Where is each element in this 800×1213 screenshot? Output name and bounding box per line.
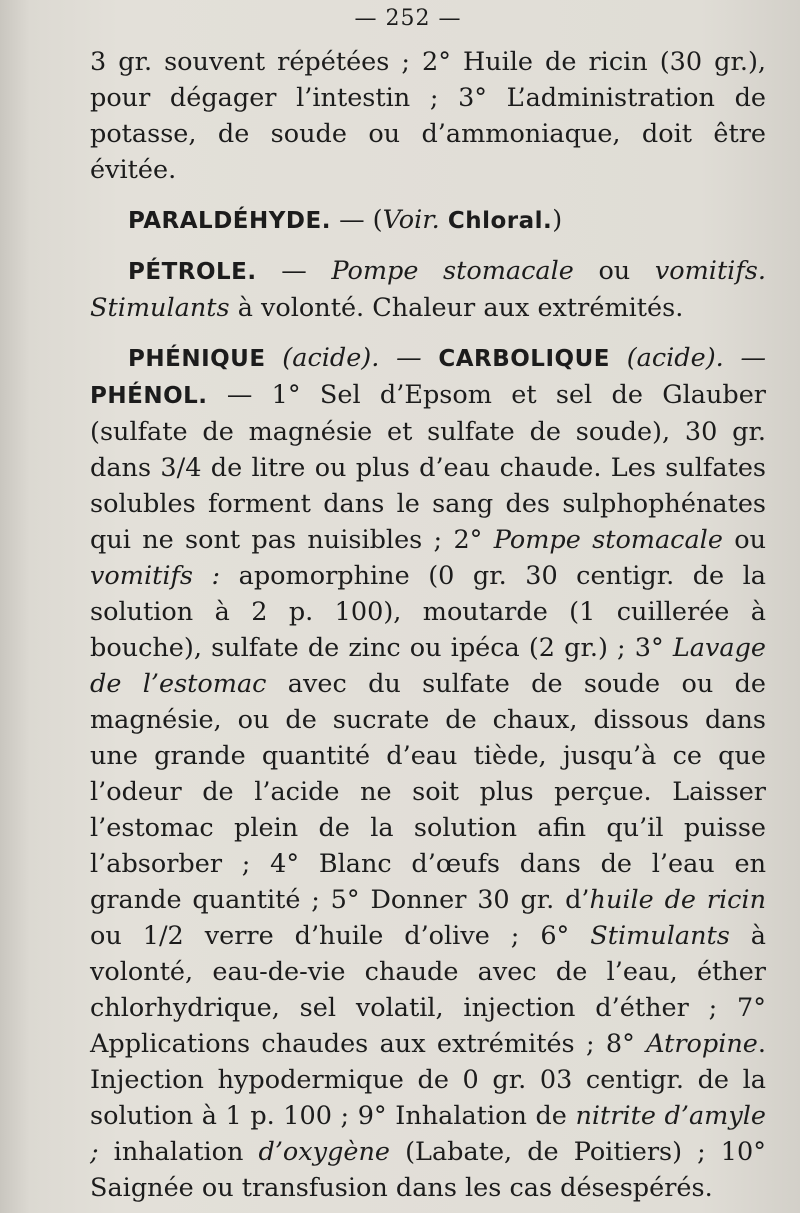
entry-heading: CARBOLIQUE — [438, 346, 610, 372]
page-body — [90, 44, 766, 1206]
entry-petrole: PÉTROLE. — Pompe stomacale ou vomitifs. Stimulants à volonté. Chaleur aux extrémités. — [90, 256, 766, 323]
entry-heading: PARALDÉHYDE. — [128, 208, 331, 234]
entry-heading: PHÉNIQUE — [128, 346, 266, 372]
entry-heading: PÉTROLE. — [128, 259, 257, 285]
entry-heading: PHÉNOL. — [90, 383, 208, 409]
entry-phenique: PHÉNIQUE (acide). — CARBOLIQUE (acide). — PHÉNOL. — 1° Sel d’Epsom et sel de Glauber (sulfate de magnésie et sulfate de soude), 30 gr. dans 3/4 de litre ou plus d’eau chaude. Les sulfates solubles forment dans le sang des sulphophénates qui ne sont pas nuisibles ; 2° Pompe stomacale ou vomitifs : apomorphine (0 gr. 30 centigr. de la solution à 2 p. 100), moutarde (1 cuillerée à bouche), sulfate de zinc ou ipéca (2 gr.) ; 3° Lavage de l’estomac avec du sulfate de soude ou de magnésie, ou de sucrate de chaux, dissous dans une grande quantité d’eau tiède, jusqu’à ce que l’odeur de l’acide ne soit plus perçue. Laisser l’estomac plein de la solution afin qu’il puisse l’absorber ; 4° Blanc d’œufs dans de l’eau en grande quantité ; 5° Donner 30 gr. d’huile de ricin ou 1/2 verre d’huile d’olive ; 6° Stimulants à volonté, eau-de-vie chaude avec de l’eau, éther chlorhydrique, sel volatil, injection d’éther ; 7° Applications chaudes aux extrémités ; 8° Atropine. Injection hypodermique de 0 gr. 03 centigr. de la solution à 1 p. 100 ; 9° Inhalation de nitrite d’amyle ; inhalation d’oxygène (Labate, de Poitiers) ; 10° Saignée ou transfusion dans les cas désespérés. — [90, 343, 767, 1203]
entry-paraldehyde: PARALDÉHYDE. — (Voir. Chloral.) — [128, 205, 563, 235]
continuation-paragraph: 3 gr. souvent répétées ; 2° Huile de ricin (30 gr.), pour dégager l’intestin ; 3° L’administration de potasse, de soude ou d’ammoniaque, doit être évitée. — [90, 47, 766, 185]
cross-reference: Chloral. — [447, 208, 553, 234]
page-number: — 252 — — [354, 6, 462, 31]
